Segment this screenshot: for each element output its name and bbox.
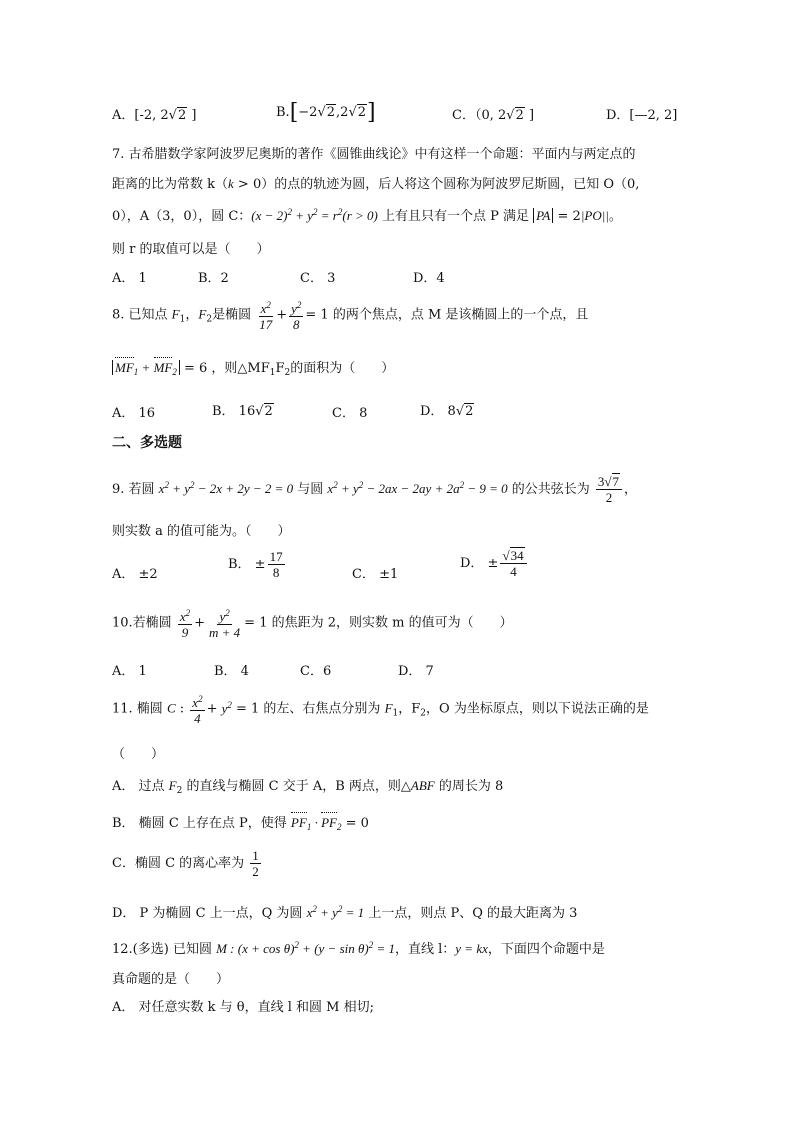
q8-option-c: C． 8 (332, 406, 368, 421)
q11-line1: 11. 椭圆 C : $\frac{x^2}{4}$ + $y^2 = 1$ 的左、右焦点分别为 $F_1$，$F_2$，O 为坐标原点，则以下说法正确的是 (112, 694, 649, 726)
q7-option-d: D．4 (413, 271, 445, 286)
q11-line2: （ ） (112, 747, 165, 762)
q8-option-d: D． 8√2 (420, 404, 474, 419)
section-heading-multiple-choice: 二、多选题 (112, 435, 182, 451)
q6-option-a: A．[-2, 2√2 ] (112, 108, 197, 123)
q7-line2: 距离的比为常数 k（k > 0）的点的轨迹为圆，后人将这个圆称为阿波罗尼斯圆，已知 O（0, (112, 176, 640, 192)
q12-option-a: A． 对任意实数 k 与 θ，直线 l 和圆 M 相切; (112, 1000, 374, 1015)
q6-option-b: B.[−2√2,2√2] (276, 100, 376, 125)
q7-option-b: B．2 (198, 271, 229, 286)
q11-option-c: C．椭圆 C 的离心率为 $\frac{1}{2}$ (112, 848, 259, 879)
q7-line1: 7. 古希腊数学家阿波罗尼奥斯的著作《圆锥曲线论》中有这样一个命题：平面内与两定点的 (112, 147, 636, 162)
q7-line3: 0），A（3，0），圆 C：$(x - 2)^2 + y^2 = r^2(r > 0)$ 上有且只有一个点 P 满足 PA = 2|PO||。 (112, 207, 622, 224)
q10-line1: 10.若椭圆 $\frac{x^2}{9}$ + $\frac{y^2}{m + 4}$ = 1 的焦距为 2，则实数 m 的值可为（ ） (112, 608, 513, 640)
q7-option-c: C． 3 (300, 271, 336, 286)
q12-line2: 真命题的是（ ） (112, 972, 230, 987)
q9-option-a: A． ±2 (112, 567, 158, 582)
q9-option-c: C． ±1 (352, 567, 399, 582)
q9-option-d: D． ± $\frac{√34}{4}$ (460, 548, 529, 579)
q6-option-c: C．（0, 2√2 ] (452, 108, 535, 123)
q11-option-d: D． P 为椭圆 C 上一点，Q 为圆 $x^2 + y^2 = 1$ 上一点，则点 P、Q 的最大距离为 3 (112, 904, 578, 921)
q8-option-a: A． 16 (112, 406, 156, 421)
q10-option-a: A． 1 (112, 664, 147, 679)
q6-option-d: D．[—2, 2] (606, 108, 678, 123)
q8-line1: 8. 已知点 $F_1$，$F_2$是椭圆 $\frac{x^2}{17}$ + $\frac{y^2}{8}$ = 1 的两个焦点，点 M 是该椭圆上的一个点，且 (112, 300, 589, 332)
q9-line2: 则实数 a 的值可能为。（ ） (112, 524, 291, 539)
q8-option-b: B． 16√2 (212, 404, 273, 419)
q10-option-c: C．6 (300, 664, 332, 679)
q8-line2: $MF_1 + MF_2 = 6$ ，则$\triangle MF_1F_2$的面积为（ ） (112, 357, 394, 378)
q12-line1: 12.(多选) 已知圆 M : $(x + \cos \theta)^2 + (y - \sin \theta)^2 = 1$，直线 l：y = kx，下面四个命题中是 (112, 940, 605, 957)
q11-option-a: A． 过点 $F_2$ 的直线与椭圆 C 交于 A，B 两点，则△ABF 的周长为 8 (112, 778, 504, 796)
q9-option-b: B． ± $\frac{17}{8}$ (228, 549, 283, 580)
q11-option-b: B． 椭圆 C 上存在点 P，使得 $PF_1 \cdot PF_2 = 0$ (112, 815, 369, 832)
q7-option-a: A． 1 (112, 271, 147, 286)
q9-line1: 9. 若圆 $x^2 + y^2 - 2x + 2y - 2 = 0$ 与圆 $x^2 + y^2 - 2ax - 2ay + 2a^2 - 9 = 0$ 的公共弦长为 $\frac{3√7}{2}$ ， (112, 474, 638, 505)
q10-option-d: D． 7 (398, 664, 434, 679)
q7-line4: 则 r 的取值可以是（ ） (112, 242, 270, 257)
q10-option-b: B． 4 (214, 664, 249, 679)
